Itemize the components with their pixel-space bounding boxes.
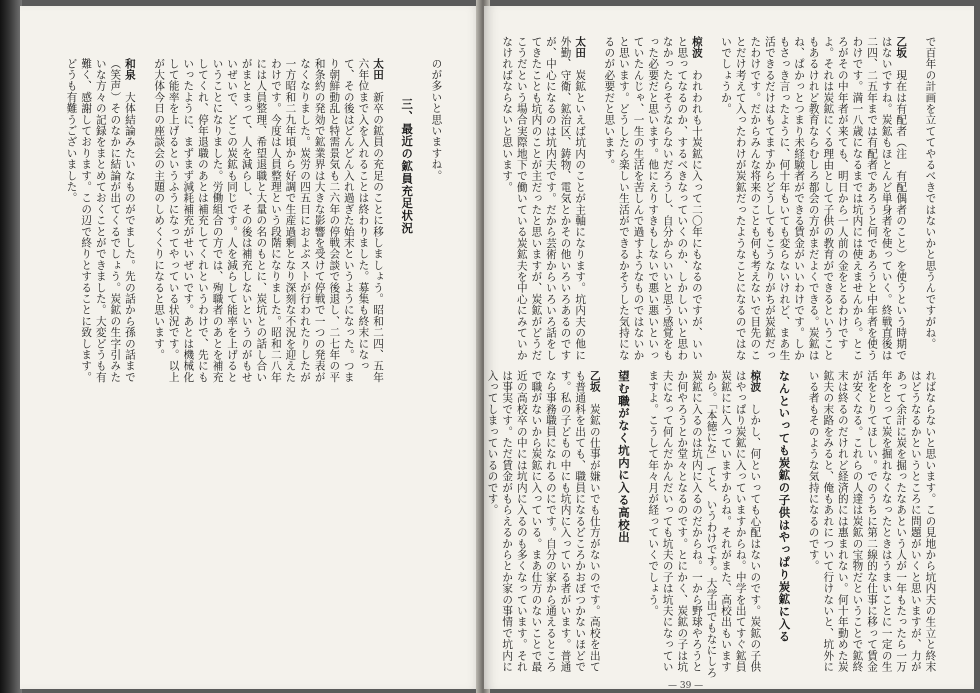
speaker-name: 椋波 xyxy=(690,36,703,59)
left-paragraph-2-text: 大体結論みたいなものがでました。先の話から孫の話まで（笑声）そのなかに結論が出てくるでしょう。炭鉱の生字引みたいな方々の記録をまとめておくことができました。大変どうも有難く、感謝しております。この辺で終りとすることに致します。どうも有難うございました。 xyxy=(65,58,136,383)
right-lower-paragraph-2 xyxy=(646,370,763,682)
scan-edge-shadow xyxy=(0,0,22,693)
right-upper-paragraph-3 xyxy=(602,36,704,366)
right-lower-block xyxy=(484,370,952,682)
right-upper-paragraph-2-text: 現在は有配者（注 有配偶者のこと）を使うという時期ではないですね。炭鉱もほとんど単身者を使っていく。終戦直後は二四、二五年までは有配者であろうと何であろうと中年者を使うわけです。満一八歳になるまでは坑内には使えませんから。ところがその中年者が来ても、明日から一人前の金をとるわけですよ。それは炭鉱にくる理由として子供の教育ができるということもあるけれど教育ならむしろ都会の方がまだよくできる。炭鉱はね、ぱかっとつまり未経験者ができる賃金がいいわけです。しかもさっき言ったように、何十年もいても変らないけれど、まあ生活できるだけはもてますからどうしてもこうなりがちが炭鉱だったわけです。だからみんな将来のことも何も考えないで目先のことだけ考えて入ったわけが炭鉱だったようなことになるのではないでしょうか。 xyxy=(720,36,908,361)
left-paragraph-1 xyxy=(152,58,386,383)
right-upper-paragraph-1: で百年の計画を立ててやるべきではないかと思うんですがね。 xyxy=(924,36,937,350)
left-page xyxy=(20,6,482,689)
right-page xyxy=(484,6,974,689)
right-lower-paragraph-1: ればならないと思います。この見地から坑内夫の生立と終末はどうなるかというところに問題がいくと思いますが、力があって余計に炭を掘ったなあという人が一年もたったら一万年をとって炭を掘れなくなったときはうまいことに一定の生活をとりてほしい。でのうちに第二線的な仕事に移って賃金が安くなる。これらの人達は炭鉱の宝物だということで鉱終末は終るのだけれど経済的には惠まれない。何十年動めた炭鉱夫の末路をみると、俺もあれについて行けないと、坑外にいる者もそのような気持になるのです。 xyxy=(807,370,937,673)
speaker-name: 和泉 xyxy=(123,58,136,81)
speaker-name: 椋波 xyxy=(749,370,762,393)
left-text-block xyxy=(49,58,458,383)
speaker-name: 乙坂 xyxy=(588,370,601,393)
left-top-text: のが多いと思いますね。 xyxy=(430,58,443,182)
left-paragraph-2 xyxy=(64,58,137,383)
right-lower-paragraph-2-text: しかし、何といっても心配はないのです。炭鉱の子供はやっぱり炭鉱に入っていますからね。中学を出てすぐ鉱員炭鉱にに入っていますからね。それがまた、高校出もいますから。「本徳にな」てと、いうわけです。大学出でもなにしろ炭鉱に入るのは坑内に入るのだからね。一から野球やろうとか何やろうとか堂々となるのです。とにかく、炭鉱の子は坑夫になって何んだかんだいっても坑夫の子は坑夫になっていますよ。こうして年々月が経っていくでしょう。 xyxy=(647,370,762,679)
subheading-2: 望む職がなく坑内に入る高校出 xyxy=(616,370,631,544)
speaker-name: 乙坂 xyxy=(895,36,908,59)
right-upper-paragraph-3-text: われわれも十炭鉱に入って二〇年にもなるのですが、いいと思ってなるのか、するべきなっていくのか、しかしいいと思わなかったらそうならないだろうし、自分からいいと思う感覚をもった必要だと思います。他にえりすきもしないで悪い悪いといっていたんじゃ、一生の生活を苦しんで過すようなものではないかと思います。どうしたら楽しい生活ができるかそうした気持になるのが必要だと思います。 xyxy=(603,36,703,361)
right-lower-paragraph-3-text: 炭鉱の仕事が嫌いでも仕方がないのです。高校を出ても普通科を出ても、職員になるどころかおぼつかないほどです。私の子どもの中にも坑内に入っている者がいます。普通なら事務職員になれるのにです。自分の家から通えるところで職がないから炭鉱に入っている。まあ仕方のないことで最近の高校卒の中には坑内に入るのも多くなっています。それは事実です。ただ賃金がもらえるからとか家の事情で坑内に入ってしまっているのです。 xyxy=(486,370,601,673)
left-paragraph-1-text: 新卒の鉱員の充足のことに移しましょう。昭和二四、五年六年位まで入を入れることは終わりました。募集も終末になって、その後はどんどん入れ過ぎた始末というようになった。つまり朝鮮動乱と特需景気も二六年の停戦会談で後退し、二七年の平和条約の発効で鉱業界は大きな影響を受けて停戦で一つの発表がなくなりました。炭労の四五日におよぶストが行われたりしたが一方昭和二九年頃から好調で生産過剰となり深刻な不況を迎えたわけです。今度は人員整理という段階になりました。昭和二八年には人員整理、希望退職と大量の名のもとに、炭坑との話し合いがまとまって、人を減らし、その後は補充しないというのがもせいぜいで、どこの炭鉱も同じです。人を減らして能率を上げるということになりました。労働組合の方では、殉職者のあとを補充してくれ、停年退職のあとは補充してくれというわけで、先にもいったように、まずまず減耗補充がせいぜいです。あとは機械化して能率を上げるというふうになってやっている状況です。以上が大体今日の座談会の主題のしめくくりになると思います。 xyxy=(153,58,385,383)
subheading-1: なんといっても炭鉱の子供はやっぱり炭鉱に入る xyxy=(777,370,792,643)
right-upper-paragraph-4 xyxy=(500,36,588,366)
page-number: — 39 — xyxy=(668,681,704,691)
right-lower-paragraph-3 xyxy=(485,370,602,682)
speaker-name: 太田 xyxy=(574,36,587,59)
right-upper-paragraph-2 xyxy=(719,36,909,366)
right-upper-block xyxy=(485,36,952,366)
section-heading: 三、最近の鉱員充足状況 xyxy=(400,98,415,235)
speaker-name: 太田 xyxy=(372,58,385,81)
right-upper-paragraph-4-text: 炭鉱といえば坑内のことが主軸になります。坑内夫の他に外勤、守衛、鉱治区、鋳物、電気とかその他いろいろあるのですが、中心になるのは坑内夫です。だから芸術からいろいろ話をしてきたことも坑内のことが主だったと思いますが、炭鉱がどうだこうだという場合実際地下で働いている炭鉱夫を中心にみていかなければならないと思います。 xyxy=(501,36,587,361)
